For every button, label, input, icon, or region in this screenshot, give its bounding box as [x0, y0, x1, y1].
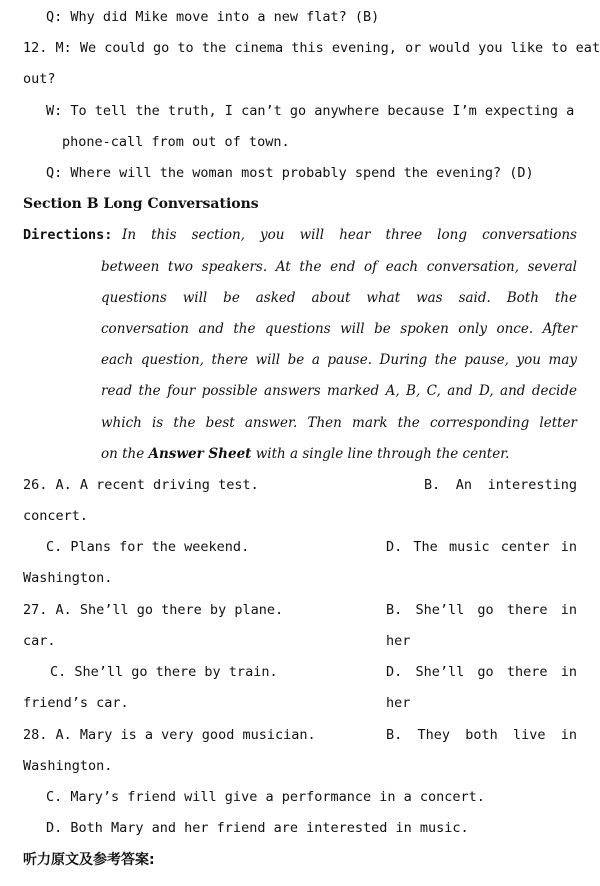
directions-text-1: In this section, you will hear three long conversations: [122, 227, 577, 243]
q12-question-line: [0, 158, 597, 189]
q26-option-d-cont: Washington.: [23, 570, 113, 586]
section-b-heading-line: [0, 189, 597, 220]
q28-option-d: D. Both Mary and her friend are interested in music.: [46, 820, 469, 836]
q12-question: Q: Where will the woman most probably spend the evening? (D): [46, 165, 534, 181]
q12-man-line-cont: [0, 64, 597, 95]
q11-question: Q: Why did Mike move into a new flat? (B): [46, 9, 380, 25]
directions-text-6: read the four possible answers marked A, B, C, and D, and decide: [101, 383, 577, 399]
q26-option-c: C. Plans for the weekend.: [46, 539, 250, 555]
directions-label: Directions:: [23, 227, 113, 243]
directions-line-7: [0, 408, 597, 439]
q26-line-2: [0, 501, 597, 532]
q12-woman-text-cont: phone-call from out of town.: [62, 134, 290, 150]
q26-line-4: [0, 563, 597, 594]
q28-option-c: C. Mary’s friend will give a performance in a concert.: [46, 789, 485, 805]
q26-option-b-cont: concert.: [23, 508, 89, 524]
q11-question-line: [0, 2, 597, 33]
directions-last-prefix: on the: [101, 446, 149, 462]
q12-man-text-cont: out?: [23, 71, 56, 87]
directions-line-5: [0, 345, 597, 376]
q26-line-1: [0, 470, 597, 501]
q28-line-4: [0, 813, 597, 844]
directions-text-4: conversation and the questions will be spoken only once. After: [101, 321, 577, 337]
q28-option-a: 28. A. Mary is a very good musician.: [23, 727, 316, 743]
q27-option-d-cont: friend’s car.: [23, 695, 129, 711]
q27-option-b: B. She’ll go there in her: [386, 602, 577, 649]
q26-option-d: D. The music center in: [386, 539, 577, 555]
directions-line-2: [0, 252, 597, 283]
directions-line-8: [0, 439, 597, 470]
q28-option-b: B. They both live in: [386, 727, 577, 743]
q28-line-1: [0, 720, 597, 751]
transcript-heading: 听力原文及参考答案:: [23, 852, 155, 868]
section-b-heading: Section B Long Conversations: [23, 196, 259, 212]
q26-option-a: 26. A. A recent driving test.: [23, 477, 259, 493]
q12-woman-text: W: To tell the truth, I can’t go anywhere because I’m expecting a: [46, 103, 575, 119]
q28-option-b-cont: Washington.: [23, 758, 113, 774]
directions-line-1: [0, 220, 597, 251]
q27-line-2: [0, 626, 597, 657]
q12-man-line: [0, 33, 600, 64]
q26-option-b: B. An interesting: [424, 477, 577, 493]
directions-text-2: between two speakers. At the end of each conversation, several: [101, 259, 577, 275]
directions-line-4: [0, 314, 597, 345]
directions-text-5: each question, there will be a pause. During the pause, you may: [101, 352, 577, 368]
directions-line-3: [0, 283, 597, 314]
q27-option-d: D. She’ll go there in her: [386, 664, 577, 711]
directions-line-6: [0, 376, 597, 407]
q28-line-2: [0, 751, 597, 782]
directions-text-7: which is the best answer. Then mark the corresponding letter: [101, 415, 577, 431]
q12-woman-line: [0, 96, 597, 127]
directions-text-8: [101, 439, 509, 470]
transcript-heading-line: [0, 845, 597, 876]
q27-option-c: C. She’ll go there by train.: [50, 664, 278, 680]
directions-text-3: questions will be asked about what was said. Both the: [101, 290, 577, 306]
q26-line-3: [0, 532, 597, 563]
q27-option-a: 27. A. She’ll go there by plane.: [23, 602, 284, 618]
q27-option-b-cont: car.: [23, 633, 56, 649]
directions-last-suffix: with a single line through the center.: [251, 446, 510, 462]
q27-line-4: [0, 688, 597, 719]
q28-line-3: [0, 782, 597, 813]
q12-woman-line-cont: [0, 127, 597, 158]
q12-man-text: 12. M: We could go to the cinema this evening, or would you like to eat: [23, 40, 600, 56]
answer-sheet-term: Answer Sheet: [148, 446, 252, 462]
